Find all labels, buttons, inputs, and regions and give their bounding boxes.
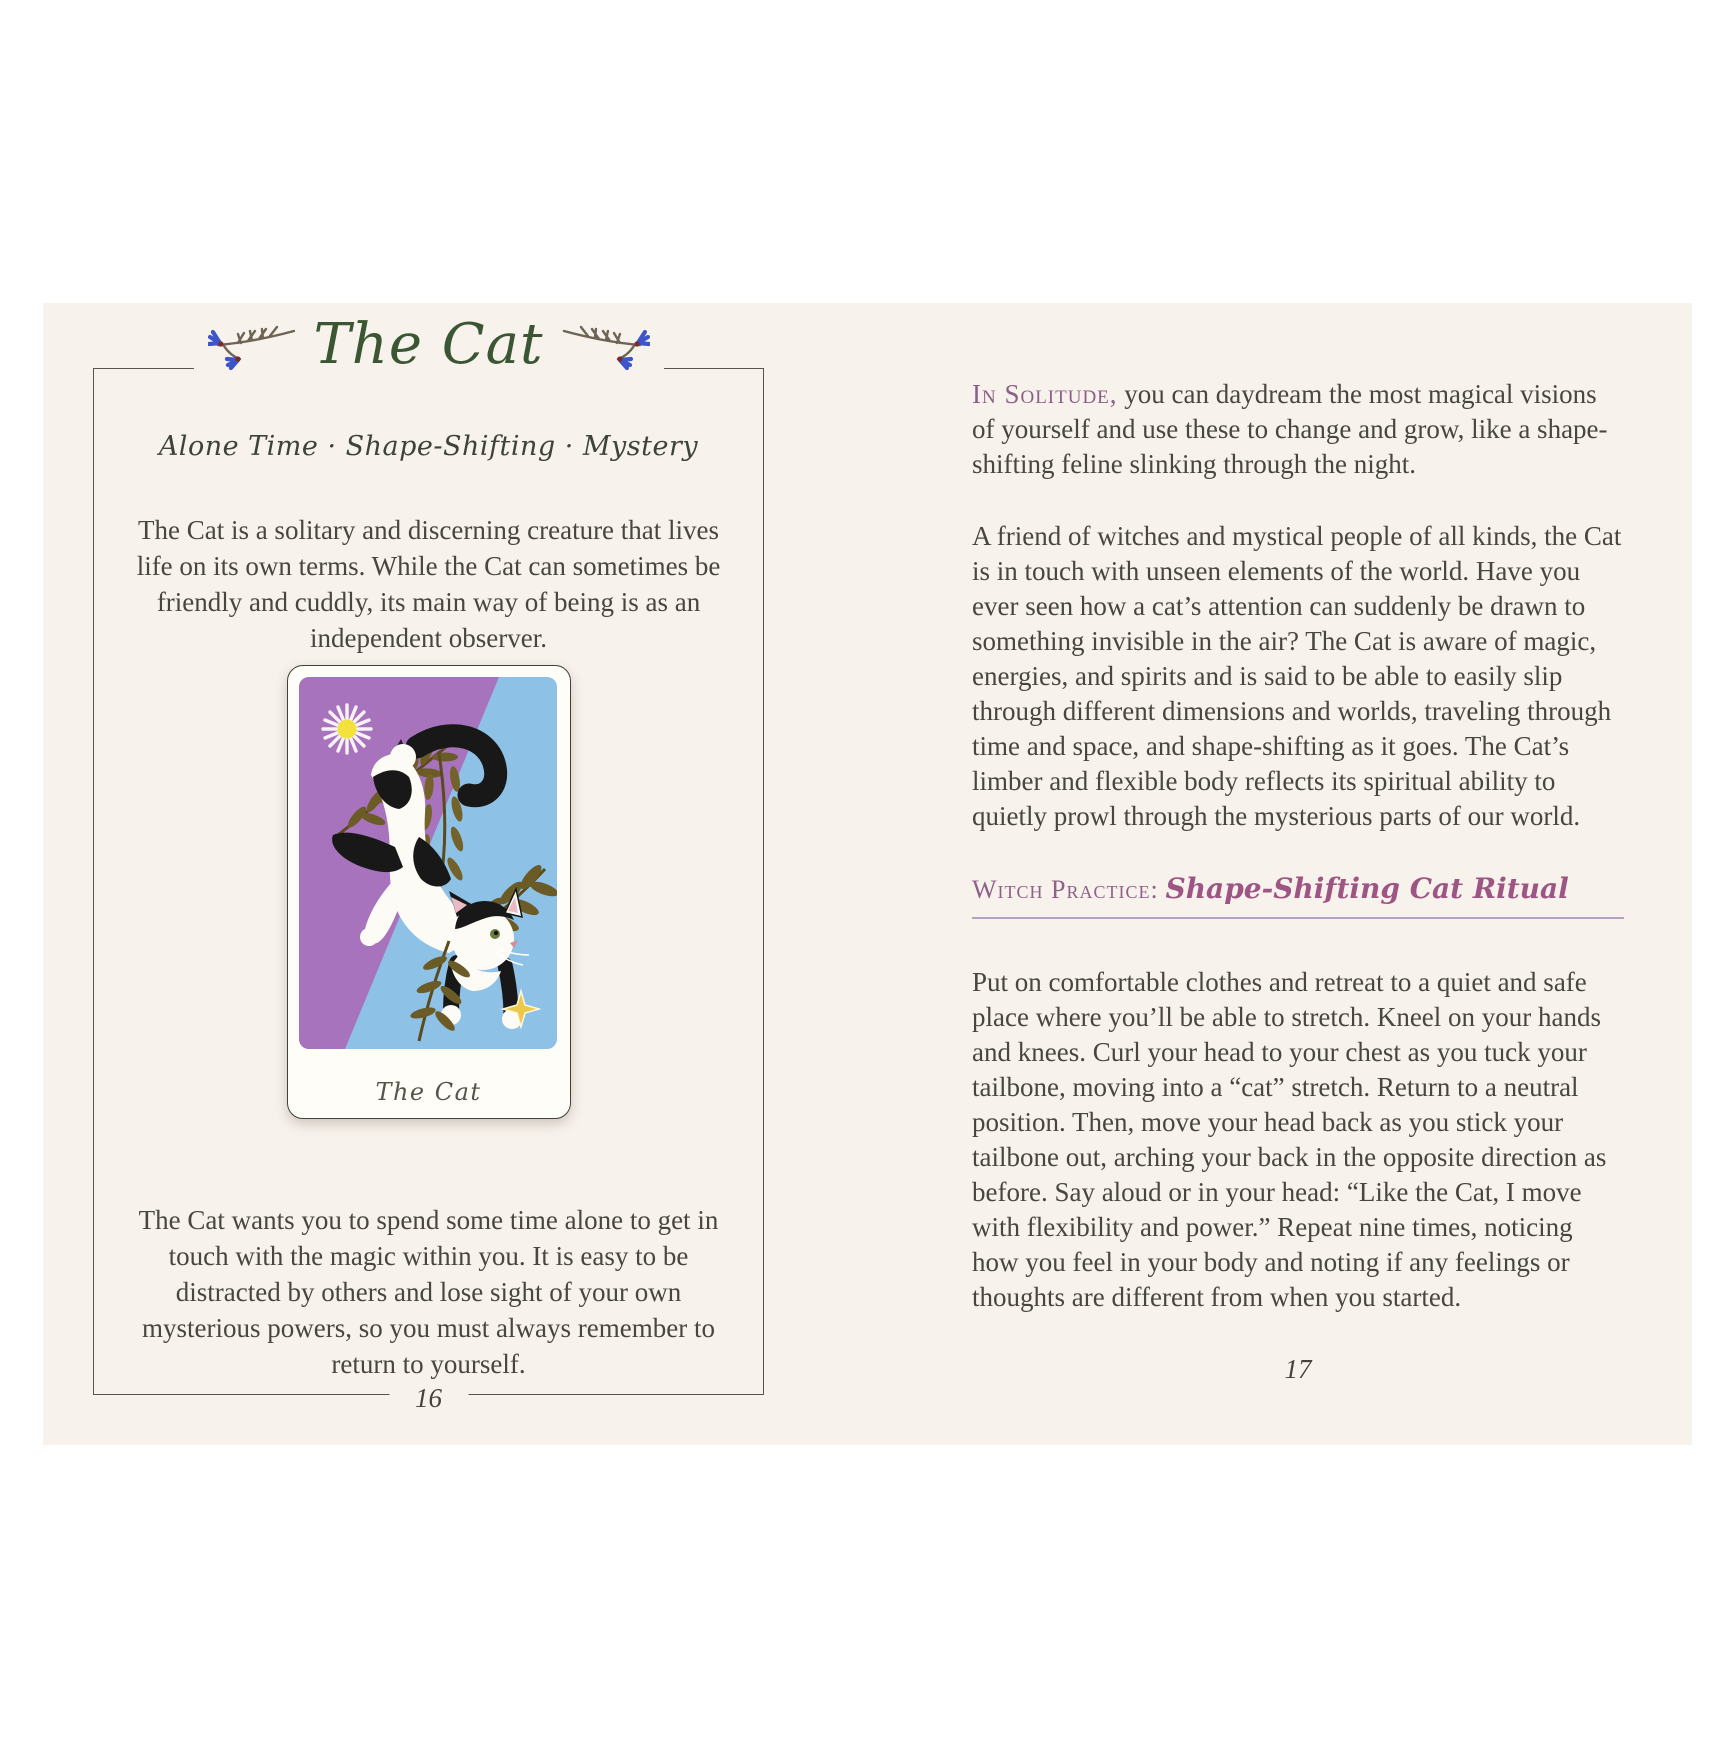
ritual-instructions-paragraph: Put on comfortable clothes and retreat to a quiet and safe place where you’ll be able to stretch. Kneel on your hands and knees. Curl your head to your chest as you tuck your tailbone, moving into a “cat” stretch. Return to a neutral position. Then, move your head back as you stick your tailbone out, arching your back in the opposite direction as before. Say aloud or in your head: “Like the Cat, I move with flexibility and power.” Repeat nine times, noticing how you feel in your body and noting if any feelings or thoughts are different from when you started.	[972, 967, 1607, 1312]
paragraph-body: you can daydream the most magical visions of yourself and use these to change and grow, like a shape-shifting feline slinking through the night.	[972, 379, 1608, 479]
card-message-paragraph: The Cat wants you to spend some time alone to get in touch with the magic within you. It is easy to be distracted by others and lose sight of your own mysterious powers, so you must always remember to return to yourself.	[138, 1205, 719, 1379]
card-caption: The Cat	[375, 1078, 482, 1106]
cat-card-illustration	[299, 677, 557, 1049]
blue-flower	[208, 332, 219, 344]
page-number-right: 17	[1284, 1354, 1312, 1384]
right-page	[972, 377, 1624, 1387]
sprig-icon	[207, 319, 299, 371]
chapter-title-block	[193, 311, 663, 379]
page-title: The Cat	[313, 312, 544, 377]
starburst-icon	[323, 705, 371, 753]
solitude-paragraph	[972, 377, 1624, 482]
sprig-icon	[558, 319, 650, 371]
tarot-card	[287, 665, 571, 1119]
paragraph-lead-smallcaps: In Solitude,	[972, 379, 1118, 409]
card-intro-paragraph: The Cat is a solitary and discerning creature that lives life on its own terms. While the Cat can sometimes be friendly and cuddly, its main way of being is as an independent observer.	[136, 515, 721, 653]
book-spread	[43, 303, 1692, 1445]
witch-practice-title: Shape-Shifting Cat Ritual	[1165, 872, 1569, 905]
page-frame-border	[93, 312, 764, 1413]
page-number-left: 16	[389, 1383, 468, 1414]
witch-practice-label: Witch Practice:	[972, 875, 1159, 904]
witch-practice-heading	[972, 871, 1624, 919]
blue-flower	[638, 332, 649, 344]
card-keywords: Alone Time · Shape-Shifting · Mystery	[158, 431, 699, 462]
friend-of-witches-paragraph: A friend of witches and mystical people of all kinds, the Cat is in touch with unseen elements of the world. Have you ever seen how a cat’s attention can suddenly be drawn to something invisible in the air? The Cat is aware of magic, energies, and spirits and is said to be able to easily slip through different dimensions and worlds, traveling through time and space, and shape-shifting as it goes. The Cat’s limber and flexible body reflects its spiritual ability to quietly prowl through the mysterious parts of our world.	[972, 521, 1622, 831]
